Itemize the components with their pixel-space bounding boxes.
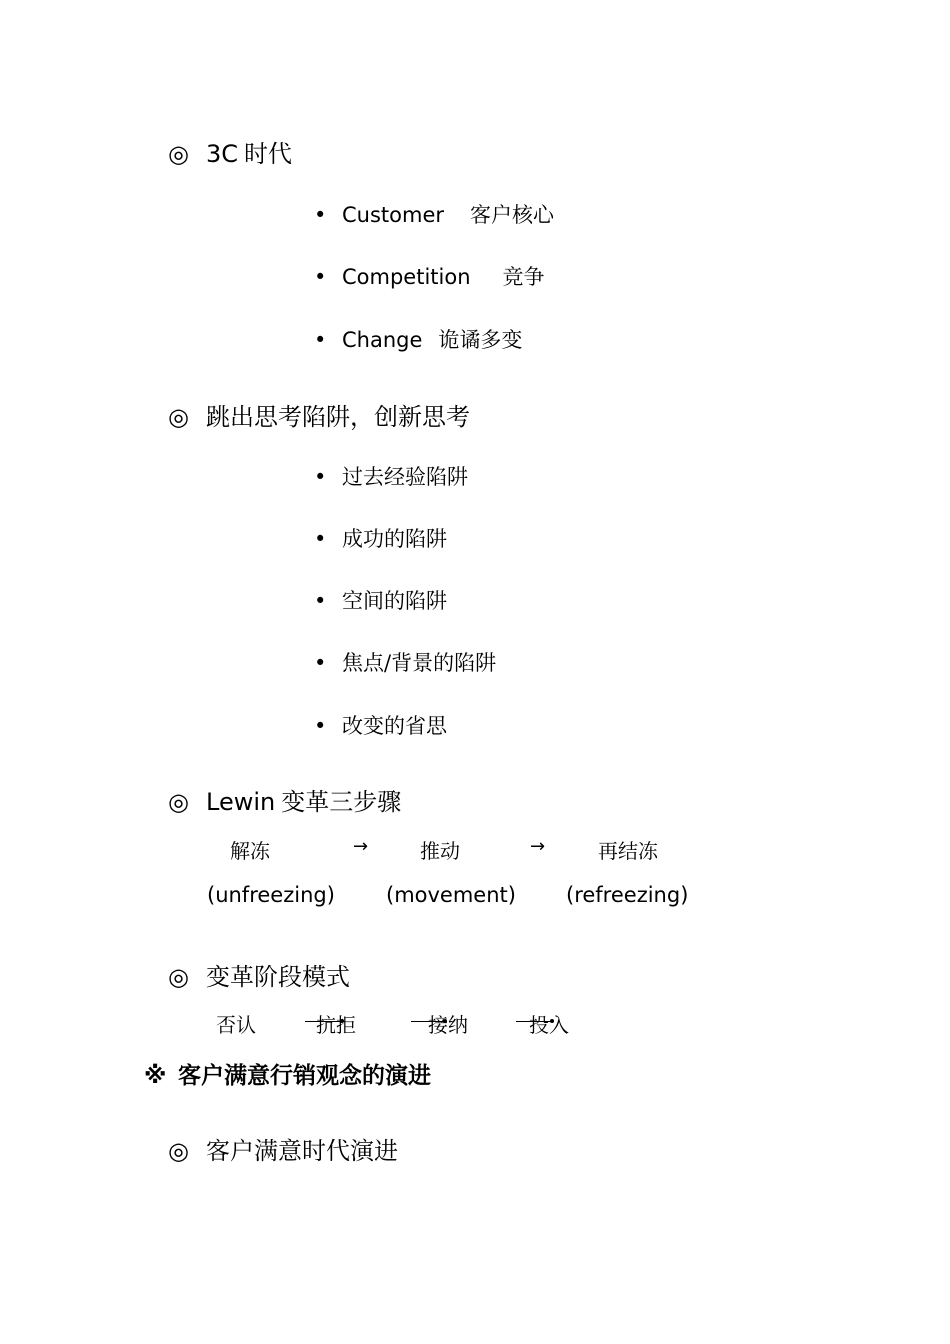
section-title: 跳出思考陷阱，创新思考 <box>206 403 470 431</box>
main-heading-title: 客户满意行销观念的演进 <box>178 1063 431 1089</box>
list-item <box>314 324 522 354</box>
bullet-icon: • <box>314 265 327 289</box>
list-item <box>314 523 447 553</box>
stage-acceptance: 接纳 <box>428 1013 468 1037</box>
step-unfreeze-en: (unfreezing) <box>207 883 335 907</box>
bullet-icon: • <box>314 589 327 613</box>
stage-resistance: 抗拒 <box>316 1013 356 1037</box>
item-cn: 竞争 <box>502 265 545 289</box>
item-en: Competition <box>342 265 471 289</box>
item-en: Customer <box>342 203 445 227</box>
bullseye-icon: ◎ <box>168 1137 189 1165</box>
step-movement-cn: 推动 <box>420 839 460 863</box>
list-item <box>314 461 468 491</box>
list-item <box>314 261 545 291</box>
bullet-icon: • <box>314 714 327 738</box>
main-heading <box>144 1057 431 1090</box>
item-cn: 客户核心 <box>470 203 555 227</box>
item-text: 过去经验陷阱 <box>342 465 468 489</box>
step-refreeze-en: (refreezing) <box>566 883 689 907</box>
bullet-icon: • <box>314 328 327 352</box>
step-refreeze-cn: 再结冻 <box>598 839 658 863</box>
section-change-stages-heading <box>168 957 350 992</box>
stage-commitment: 投入 <box>529 1013 569 1037</box>
list-item <box>314 710 447 740</box>
item-en: Change <box>342 328 423 352</box>
section-title: 客户满意时代演进 <box>206 1137 398 1165</box>
bullet-icon: • <box>314 465 327 489</box>
list-item <box>314 647 496 677</box>
bullseye-icon: ◎ <box>168 403 189 431</box>
item-text: 改变的省思 <box>342 714 447 738</box>
bullseye-icon: ◎ <box>168 788 189 816</box>
section-lewin-heading <box>168 782 401 817</box>
reference-mark-icon: ※ <box>144 1063 167 1089</box>
step-movement-en: (movement) <box>386 883 516 907</box>
bullseye-icon: ◎ <box>168 963 189 991</box>
bullet-icon: • <box>314 203 327 227</box>
arrow-right-icon: → <box>353 836 369 857</box>
section-title-cn: 时代 <box>244 140 293 168</box>
item-text: 空间的陷阱 <box>342 589 447 613</box>
bullet-icon: • <box>314 527 327 551</box>
item-text: 成功的陷阱 <box>342 527 447 551</box>
section-thinking-traps-heading <box>168 397 470 432</box>
section-title-en: 3C <box>206 140 239 168</box>
item-text: 焦点/背景的陷阱 <box>342 651 497 675</box>
section-3c-heading <box>168 134 292 169</box>
list-item <box>314 199 554 229</box>
step-unfreeze-cn: 解冻 <box>230 839 270 863</box>
bullseye-icon: ◎ <box>168 140 189 168</box>
stage-denial: 否认 <box>216 1013 256 1037</box>
arrow-right-icon: → <box>530 836 546 857</box>
section-title-cn: 变革三步骤 <box>281 788 402 816</box>
section-title: 变革阶段模式 <box>206 963 350 991</box>
item-cn: 诡谲多变 <box>438 328 523 352</box>
list-item <box>314 585 447 615</box>
section-satisfaction-era-heading <box>168 1131 398 1166</box>
bullet-icon: • <box>314 651 327 675</box>
section-title-en: Lewin <box>206 788 276 816</box>
